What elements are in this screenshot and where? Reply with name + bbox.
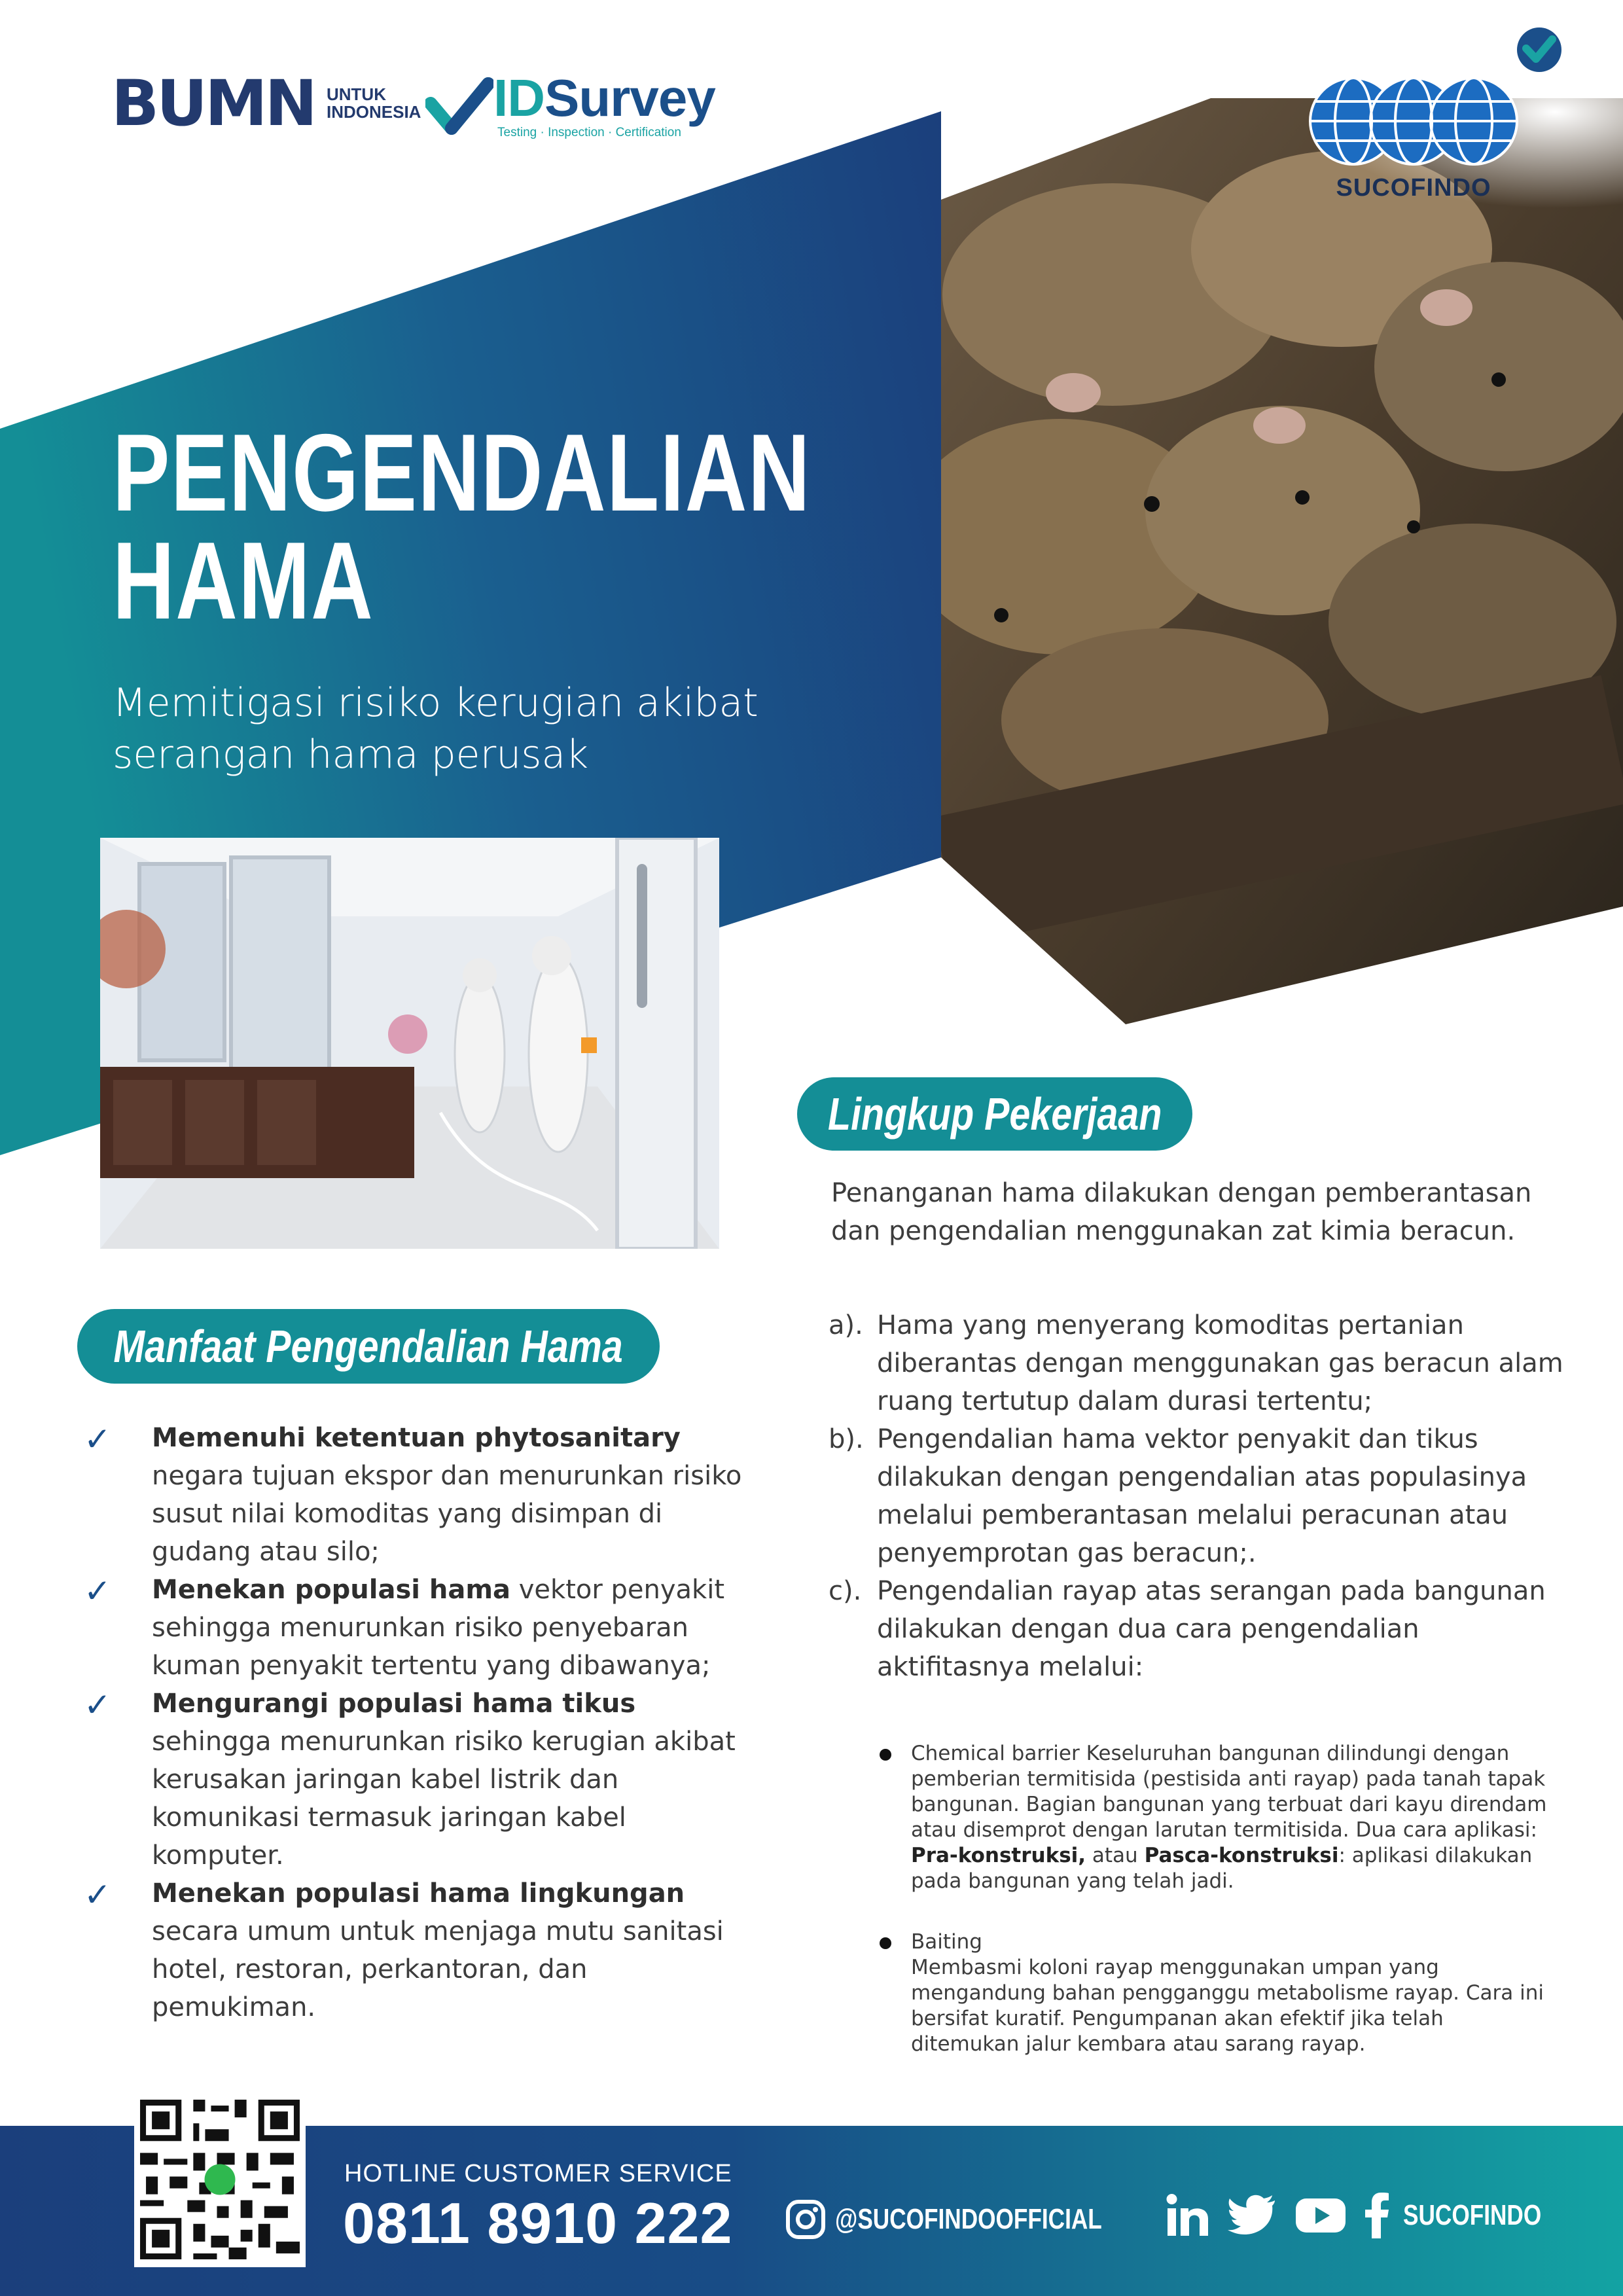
instagram-icon	[785, 2199, 826, 2240]
benefit-text: secara umum untuk menjaga mutu sanitasi hotel, restoran, perkantoran, dan pemukiman.	[152, 1916, 724, 2022]
subtitle-line2: serangan hama perusak	[113, 732, 589, 778]
lingkup-item	[829, 1306, 1568, 1420]
twitter-icon[interactable]	[1228, 2193, 1277, 2238]
benefit-item	[79, 1571, 746, 1685]
method-text: : aplikasi dilakukan pada bangunan yang telah jadi.	[911, 1844, 1533, 1893]
sucofindo-globe-icon	[1309, 72, 1518, 170]
lingkup-text: Pengendalian rayap atas serangan pada bangunan dilakukan dengan dua cara pengendalian aktifitasnya melalui:	[877, 1576, 1546, 1682]
bullet-dot	[880, 1937, 891, 1949]
method-bold: Pra-konstruksi,	[911, 1844, 1086, 1867]
instagram-link[interactable]	[785, 2199, 1169, 2240]
rayap-methods	[877, 1741, 1551, 2092]
bumn-sub-line1: UNTUK	[327, 84, 386, 104]
method-bold: Pasca-konstruksi	[1144, 1844, 1339, 1867]
method-text: Membasmi koloni rayap menggunakan umpan yang mengandung bahan pengganggu metabolisme rayap. Cara ini bersifat kuratif. Pengumpanan akan efektif jika telah ditemukan jalur kembara atau sarang rayap.	[911, 1956, 1544, 2056]
benefit-bold: Mengurangi populasi hama tikus	[152, 1689, 636, 1719]
bullet-dot	[880, 1749, 891, 1761]
benefit-bold: Menekan populasi hama lingkungan	[152, 1878, 685, 1909]
benefit-item	[79, 1419, 746, 1571]
idsurvey-survey: Survey	[544, 69, 715, 127]
method-text: Chemical barrier Keseluruhan bangunan dilindungi dengan pemberian termitisida (pestisida anti rayap) pada tanah tapak bangunan. Bagian bangunan yang terbuat dari kayu direndam atau disemprot dengan larutan termitisida. Dua cara aplikasi:	[911, 1742, 1547, 1842]
benefit-text: sehingga menurunkan risiko kerugian akibat kerusakan jaringan kabel listrik dan komunikasi termasuk jaringan kabel komputer.	[152, 1727, 736, 1871]
bumn-subtitle	[327, 86, 421, 122]
corner-check-icon	[1513, 24, 1565, 76]
checkmark-icon: ✓	[84, 1420, 111, 1458]
sucofindo-name: SUCOFINDO	[1336, 174, 1491, 202]
hotline-number[interactable]: 0811 8910 222	[343, 2191, 733, 2255]
page-subtitle	[113, 677, 898, 781]
benefit-item	[79, 1685, 746, 1874]
lingkup-marker: c).	[829, 1576, 862, 1606]
title-line2: HAMA	[113, 518, 374, 642]
lingkup-text: Pengendalian hama vektor penyakit dan tikus dilakukan dengan pengendalian atas populasinya melalui pemberantasan melalui peracunan atau penyemprotan gas beracun;.	[877, 1424, 1527, 1568]
title-line1: PENGENDALIAN	[113, 411, 812, 534]
page-title	[113, 411, 812, 642]
method-baiting	[877, 1929, 1551, 2057]
benefit-bold: Menekan populasi hama	[152, 1575, 511, 1605]
lingkup-intro: Penanganan hama dilakukan dengan pemberantasan dan pengendalian menggunakan zat kimia beracun.	[831, 1178, 1532, 1246]
hotline-label: HOTLINE CUSTOMER SERVICE	[344, 2160, 732, 2187]
idsurvey-text	[493, 69, 715, 140]
facebook-icon[interactable]	[1364, 2193, 1390, 2238]
method-title: Baiting	[911, 1930, 982, 1954]
benefit-item	[79, 1874, 746, 2026]
method-chemical-barrier	[877, 1741, 1551, 1894]
lingkup-item	[829, 1420, 1568, 1572]
social-links	[1165, 2193, 1576, 2238]
lingkup-marker: b).	[829, 1424, 864, 1454]
benefit-text: negara tujuan ekspor dan menurunkan risiko susut nilai komoditas yang disimpan di gudang atau silo;	[152, 1461, 742, 1567]
idsurvey-id: ID	[493, 69, 544, 127]
qr-code-icon[interactable]	[134, 2092, 306, 2267]
social-handle: SUCOFINDO	[1403, 2199, 1542, 2231]
sucofindo-logo	[1309, 72, 1518, 202]
bumn-sub-line2: INDONESIA	[327, 102, 421, 122]
idsurvey-check-icon	[425, 73, 493, 139]
idsurvey-tagline: Testing · Inspection · Certification	[497, 126, 681, 139]
checkmark-icon: ✓	[84, 1876, 111, 1914]
lingkup-list	[829, 1306, 1568, 1686]
lingkup-text: Hama yang menyerang komoditas pertanian diberantas dengan menggunakan gas beracun alam ruang tertutup dalam durasi tertentu;	[877, 1310, 1563, 1416]
manfaat-heading	[77, 1309, 660, 1384]
lingkup-heading-text: Lingkup Pekerjaan	[827, 1088, 1162, 1139]
benefit-text: vektor penyakit sehingga menurunkan risiko penyebaran kuman penyakit tertentu yang dibawanya;	[152, 1575, 725, 1681]
manfaat-heading-text: Manfaat Pengendalian Hama	[113, 1321, 624, 1372]
benefit-bold: Memenuhi ketentuan phytosanitary	[152, 1423, 681, 1453]
fumigation-photo	[100, 838, 719, 1249]
benefits-list	[79, 1419, 746, 2026]
lingkup-heading	[797, 1077, 1192, 1151]
bumn-logo	[111, 67, 421, 140]
method-text: atau	[1086, 1844, 1145, 1867]
lingkup-item	[829, 1572, 1568, 1686]
checkmark-icon: ✓	[84, 1572, 111, 1610]
linkedin-icon[interactable]	[1165, 2193, 1211, 2238]
lingkup-marker: a).	[829, 1310, 863, 1340]
youtube-icon[interactable]	[1294, 2196, 1347, 2235]
checkmark-icon: ✓	[84, 1686, 111, 1724]
instagram-handle: @SUCOFINDOOFFICIAL	[835, 2203, 1102, 2235]
bumn-mark: BUMN	[111, 67, 315, 140]
subtitle-line1: Memitigasi risiko kerugian akibat	[113, 680, 758, 726]
idsurvey-logo	[425, 69, 715, 140]
